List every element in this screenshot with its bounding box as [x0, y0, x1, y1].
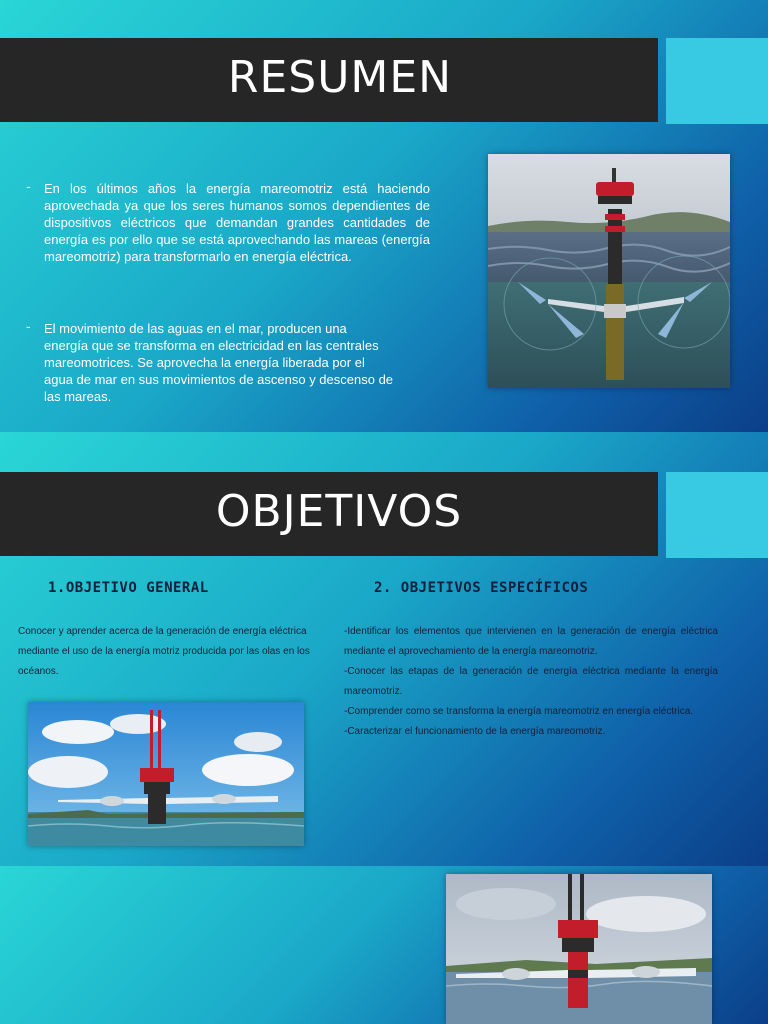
- objetivos-especificos-list: [344, 622, 718, 742]
- objetivo-general-heading: 1.OBJETIVO GENERAL: [48, 580, 209, 596]
- turbine-surface-photo: [28, 702, 304, 846]
- slide-resumen: [0, 0, 768, 432]
- objetivos-title: OBJETIVOS: [215, 486, 463, 537]
- list-item: -Caracterizar el funcionamiento de la energía mareomotriz.: [344, 726, 606, 737]
- objetivos-especificos-heading: 2. OBJETIVOS ESPECÍFICOS: [374, 580, 589, 596]
- accent-block: [666, 472, 768, 558]
- resumen-paragraph-1: En los últimos años la energía mareomotriz está haciendo aprovechada ya que los seres humanos somos dependientes de dispositivos eléctricos que demandan grandes cantidades de energía es por ello que se está aprovechando las mareas (energía mareomotriz) para transformarlo en energía eléctrica.: [44, 181, 430, 264]
- slide-partial: [0, 866, 768, 1024]
- objetivo-general-text: Conocer y aprender acerca de la generación de energía eléctrica mediante el uso de la energía motriz producida por las olas en los océanos.: [18, 626, 310, 677]
- list-item: -Comprender como se transforma la energía mareomotriz en energía eléctrica.: [344, 706, 694, 717]
- bullet-marker: -: [26, 180, 31, 195]
- list-item: -Conocer las etapas de la generación de energía eléctrica mediante la energía mareomotriz.: [344, 666, 718, 697]
- list-item: -Identificar los elementos que intervienen en la generación de energía eléctrica mediante el aprovechamiento de la energía mareomotriz.: [344, 626, 718, 657]
- bullet-marker: -: [26, 320, 31, 335]
- slide-objetivos: [0, 432, 768, 866]
- resumen-title: RESUMEN: [227, 52, 453, 103]
- turbine-underwater-photo: [488, 154, 730, 388]
- resumen-paragraph-2: El movimiento de las aguas en el mar, producen una energía que se transforma en electricidad en las centrales mareomotrices. Se aprovecha la energía liberada por el agua de mar en sus movimientos de ascenso y descenso de las mareas.: [44, 321, 394, 404]
- accent-block: [666, 38, 768, 124]
- turbine-raised-photo: [446, 874, 712, 1024]
